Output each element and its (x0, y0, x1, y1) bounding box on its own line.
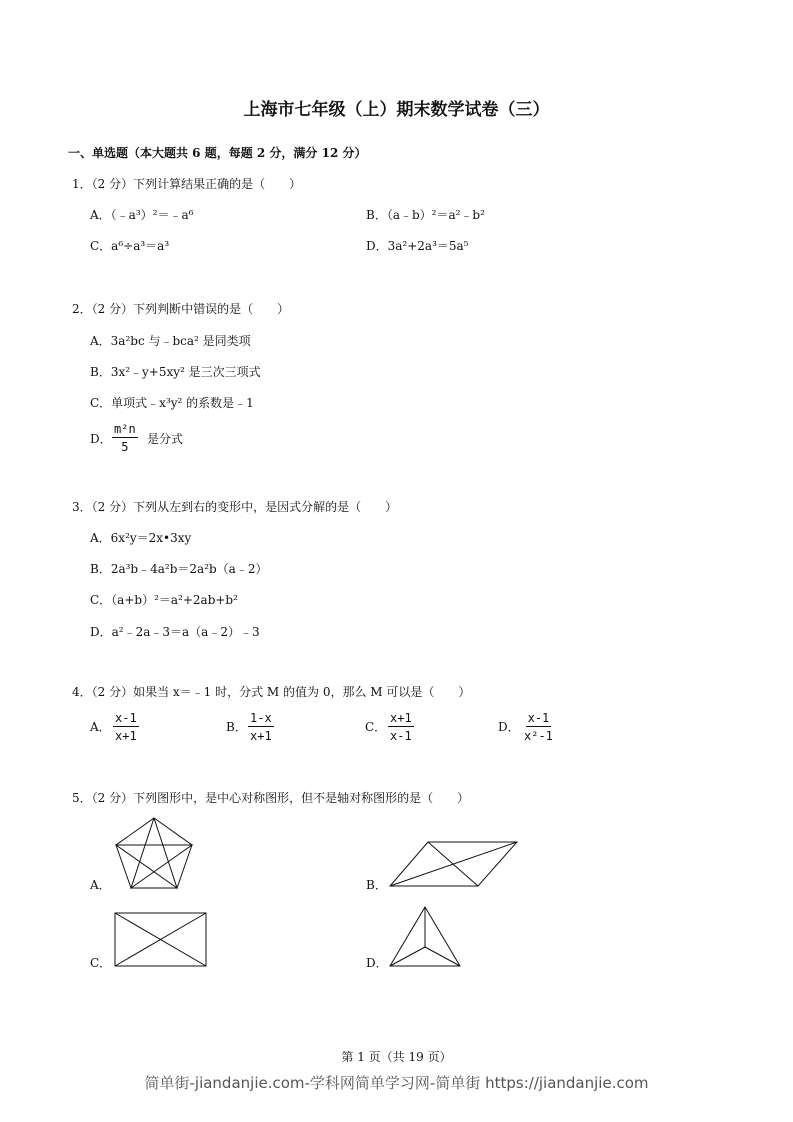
numerator: x-1 (527, 711, 550, 725)
option-b: B．（a﹣b）²＝a²﹣b² (366, 208, 485, 222)
option-a: A．（﹣a³）²＝﹣a⁶ (90, 208, 194, 222)
denominator: x²-1 (524, 729, 553, 743)
page-number: 第 1 页（共 19 页） (341, 1050, 452, 1064)
numerator: m²n (114, 422, 136, 436)
option-a: A．3a²bc 与﹣bca² 是同类项 (90, 334, 251, 348)
denominator: 5 (121, 440, 129, 454)
rectangle-figure (113, 911, 209, 969)
option-a-fraction (113, 711, 139, 743)
question-stem: 2．（2 分）下列判断中错误的是（ ） (72, 302, 290, 316)
option-c: C．（a+b）²＝a²+2ab+b² (90, 593, 238, 607)
option-a: A．6x²y＝2x•3xy (90, 531, 192, 545)
option-b: B．3x²﹣y+5xy² 是三次三项式 (90, 365, 261, 379)
numerator: x-1 (115, 711, 137, 725)
triangle-figure (388, 905, 464, 969)
option-d-tail: 是分式 (147, 432, 184, 446)
option-c-fraction (388, 711, 414, 743)
option-b: B．2a³b﹣4a²b＝2a²b（a﹣2） (90, 562, 268, 576)
question-stem: 1．（2 分）下列计算结果正确的是（ ） (72, 177, 302, 191)
option-d-fraction (524, 711, 553, 743)
option-a-label: A． (90, 720, 111, 734)
question-stem: 5．（2 分）下列图形中，是中心对称图形，但不是轴对称图形的是（ ） (72, 791, 470, 805)
numerator: 1-x (250, 711, 272, 725)
option-d: D．a²﹣2a﹣3＝a（a﹣2）﹣3 (90, 625, 260, 639)
option-b-label: B． (366, 878, 387, 892)
question-stem: 4．（2 分）如果当 x＝﹣1 时，分式 M 的值为 0，那么 M 可以是（ ） (72, 685, 471, 699)
option-d-fraction (112, 422, 138, 454)
watermark-footer: 简单街-jiandanjie.com-学科网简单学习网-简单街 https://jiandanjie.com (144, 1074, 649, 1092)
option-c: C．a⁶÷a³＝a³ (90, 239, 170, 253)
option-d-label: D． (498, 720, 520, 734)
question-stem: 3．（2 分）下列从左到右的变形中，是因式分解的是（ ） (72, 500, 398, 514)
page-title: 上海市七年级（上）期末数学试卷（三） (243, 100, 550, 120)
pentagon-star-figure (112, 815, 196, 891)
option-c-label: C． (90, 956, 112, 970)
option-d-label: D． (90, 432, 112, 446)
option-d-label: D． (366, 956, 388, 970)
denominator: x+1 (115, 729, 137, 743)
option-b-fraction (248, 711, 274, 743)
denominator: x+1 (250, 729, 272, 743)
section-heading: 一、单选题（本大题共 6 题，每题 2 分，满分 12 分） (68, 146, 367, 160)
numerator: x+1 (390, 711, 412, 725)
parallelogram-figure (388, 840, 520, 888)
option-c-label: C． (365, 720, 387, 734)
option-b-label: B． (226, 720, 247, 734)
option-d: D．3a²+2a³＝5a⁵ (366, 239, 469, 253)
option-a-label: A． (90, 878, 111, 892)
denominator: x-1 (390, 729, 412, 743)
option-c: C．单项式﹣x³y² 的系数是﹣1 (90, 396, 254, 410)
